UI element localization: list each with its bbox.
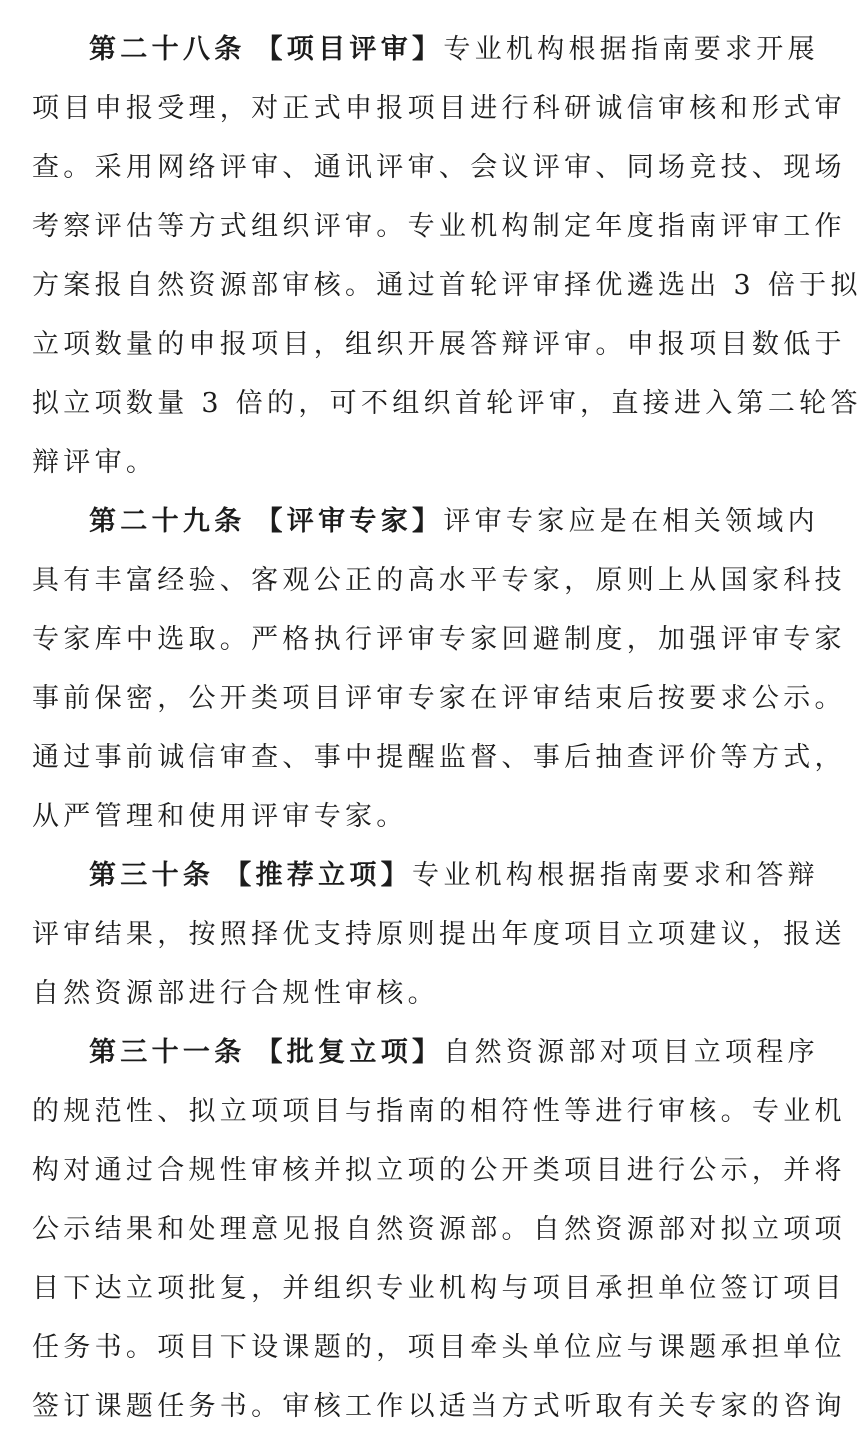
article-line: 通过事前诚信审查、事中提醒监督、事后抽查评价等方式， bbox=[32, 742, 846, 773]
article-line: 立项数量的申报项目，组织开展答辩评审。申报项目数低于 bbox=[32, 329, 846, 360]
article-number: 第二十九条 bbox=[89, 506, 246, 537]
article-number: 第三十条 bbox=[89, 860, 215, 891]
article-text: 自然资源部对项目立项程序 bbox=[443, 1037, 819, 1068]
article-line: 从严管理和使用评审专家。 bbox=[32, 801, 408, 832]
article-number: 第二十八条 bbox=[89, 34, 246, 65]
article-line bbox=[32, 854, 819, 913]
article-line: 具有丰富经验、客观公正的高水平专家，原则上从国家科技 bbox=[32, 565, 846, 596]
article-tag: 【推荐立项】 bbox=[224, 860, 413, 891]
article-line: 考察评估等方式组织评审。专业机构制定年度指南评审工作 bbox=[32, 211, 846, 242]
article-tag: 【项目评审】 bbox=[255, 34, 444, 65]
article-line bbox=[32, 1031, 819, 1090]
article-line: 目下达立项批复，并组织专业机构与项目承担单位签订项目 bbox=[32, 1273, 846, 1304]
article-line: 签订课题任务书。审核工作以适当方式听取有关专家的咨询 bbox=[32, 1391, 846, 1422]
article-line: 自然资源部进行合规性审核。 bbox=[32, 978, 439, 1009]
article-28 bbox=[32, 28, 862, 500]
article-line: 拟立项数量 3 倍的，可不组织首轮评审，直接进入第二轮答 bbox=[32, 388, 862, 419]
article-text: 专业机构根据指南要求开展 bbox=[443, 34, 819, 65]
article-text: 评审专家应是在相关领域内 bbox=[443, 506, 819, 537]
article-line bbox=[32, 28, 819, 87]
article-line: 任务书。项目下设课题的，项目牵头单位应与课题承担单位 bbox=[32, 1332, 846, 1363]
article-line: 事前保密，公开类项目评审专家在评审结束后按要求公示。 bbox=[32, 683, 846, 714]
article-line: 方案报自然资源部审核。通过首轮评审择优遴选出 3 倍于拟 bbox=[32, 270, 862, 301]
article-29 bbox=[32, 500, 846, 854]
article-line: 的规范性、拟立项项目与指南的相符性等进行审核。专业机 bbox=[32, 1096, 846, 1127]
article-line: 辩评审。 bbox=[32, 447, 158, 478]
article-line: 公示结果和处理意见报自然资源部。自然资源部对拟立项项 bbox=[32, 1214, 846, 1245]
article-31 bbox=[32, 1031, 846, 1444]
article-line: 项目申报受理，对正式申报项目进行科研诚信审核和形式审 bbox=[32, 93, 846, 124]
article-tag: 【评审专家】 bbox=[255, 506, 444, 537]
article-line: 评审结果，按照择优支持原则提出年度项目立项建议，报送 bbox=[32, 919, 846, 950]
article-line bbox=[32, 500, 819, 559]
article-tag: 【批复立项】 bbox=[255, 1037, 444, 1068]
article-30 bbox=[32, 854, 846, 1031]
article-number: 第三十一条 bbox=[89, 1037, 246, 1068]
article-line: 专家库中选取。严格执行评审专家回避制度，加强评审专家 bbox=[32, 624, 846, 655]
article-line: 查。采用网络评审、通讯评审、会议评审、同场竞技、现场 bbox=[32, 152, 846, 183]
article-line: 构对通过合规性审核并拟立项的公开类项目进行公示，并将 bbox=[32, 1155, 846, 1186]
article-text: 专业机构根据指南要求和答辩 bbox=[412, 860, 819, 891]
